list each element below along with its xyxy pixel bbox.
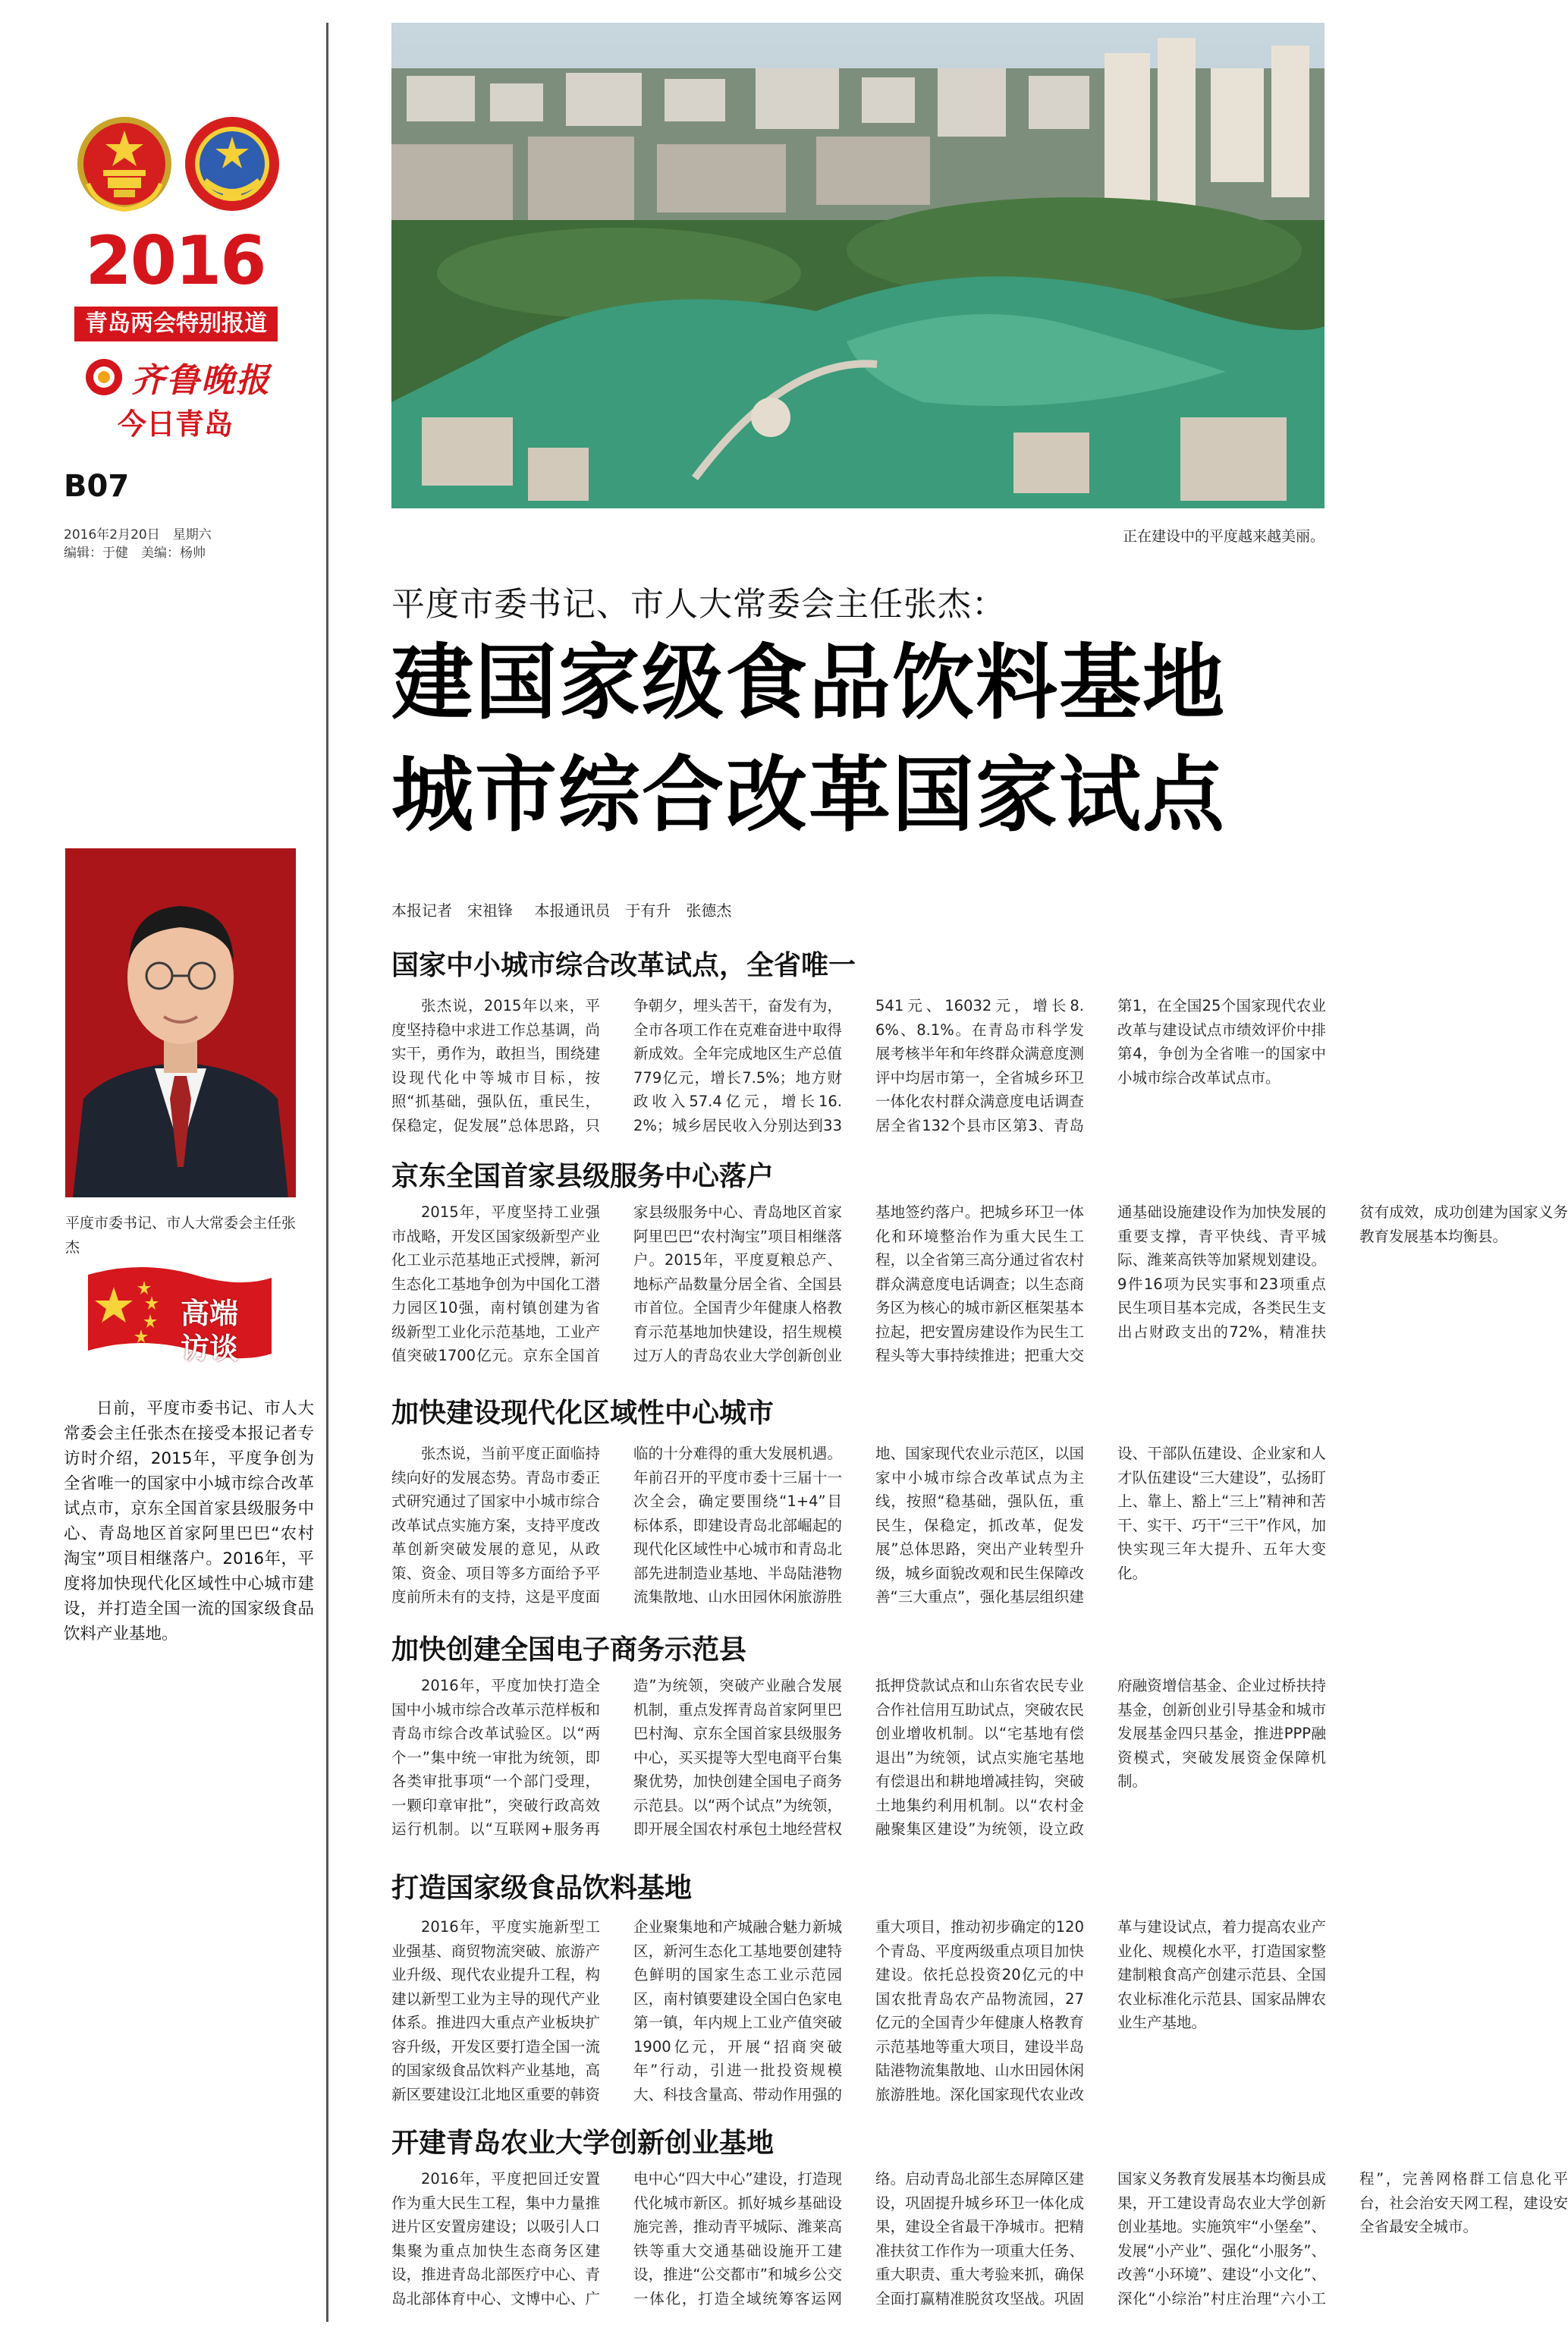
cppcc-emblem-icon [182,114,282,214]
intro-paragraph: 日前，平度市委书记、市人大常委会主任张杰在接受本报记者专访时介绍，2015年，平度争创为全省唯一的国家中小城市综合改革试点市，京东全国首家县级服务中心、青岛地区首家阿里巴巴“农村淘宝”项目相继落户。2016年，平度将加快现代化区域性中心城市建设，并打造全国一流的国家级食品饮料产业基地。 [64,1399,314,1644]
special-report-banner: 青岛两会特别报道 [74,307,278,341]
section-heading-5: 打造国家级食品饮料基地 [391,1873,693,1904]
headline-line-2: 城市综合改革国家试点 [391,748,1227,843]
section-name: 今日青岛 [117,407,233,441]
section-heading-3: 加快建设现代化区域性中心城市 [391,1398,775,1429]
portrait-caption: 平度市委书记、市人大常委会主任张杰 [65,1215,297,1256]
section-heading-1: 国家中小城市综合改革试点，全省唯一 [391,950,856,981]
byline-correspondent: 本报通讯员 于有升 张德杰 [534,901,732,920]
section-heading-4: 加快创建全国电子商务示范县 [391,1634,747,1666]
interviewee-portrait [65,848,296,1197]
issue-date: 2016年2月20日 星期六 [64,527,212,543]
column-divider [326,23,328,2322]
section-text-2: 2015年，平度坚持工业强市战略，开发区国家级新型产业化工业示范基地正式授牌，新河生态化工基地争创为中国化工潜力园区10强，南村镇创建为省级新型工业化示范基地，工业产值突破1700亿元。京东全国首家县级服务中心、青岛地区首家阿里巴巴“农村淘宝”项目相继落户。2015年，平度夏粮总产、地标产品数量分居全省、全国县市首位。全国青少年健康人格教育示范基地加快建设，招生规模过万人的青岛农业大学创新创业基地签约落户。把城乡环卫一体化和环境整治作为重大民生工程，以全省第三高分通过省农村群众满意度电话调查；以生态商务区为核心的城市新区框架基本拉起，把安置房建设作为民生工程头等大事持续推进；把重大交通基础设施建设作为加快发展的重要支撑，青平快线、青平城际、潍莱高铁等加紧规划建设。9件16项为民实事和23项重点民生项目基本完成，各类民生支出占财政支出的72%，精准扶贫有成效，成功创建为国家义务教育发展基本均衡县。 [391,1203,1568,1364]
section-body-2 [391,1200,1568,1382]
section-heading-6: 开建青岛农业大学创新创业基地 [391,2128,775,2159]
section-heading-2: 京东全国首家县级服务中心落户 [391,1161,775,1192]
report-year: 2016 [85,222,266,300]
section-body-6 [391,2167,1568,2326]
byline [391,898,1302,920]
section-text-5: 2016年，平度实施新型工业强基、商贸物流突破、旅游产业升级、现代农业提升工程，构建以新型工业为主导的现代产业体系。推进四大重点产业板块扩容升级，开发区要打造全国一流的国家级食品饮料产业基地，高新区要建设江北地区重要的韩资企业聚集地和产城融合魅力新城区，新河生态化工基地要创建特色鲜明的国家生态工业示范园区，南村镇要建设全国白色家电第一镇，年内规上工业产值突破1900亿元，开展“招商突破年”行动，引进一批投资规模大、科技含量高、带动作用强的重大项目，推动初步确定的120个青岛、平度两级重点项目加快建设。依托总投资20亿元的中国农批青岛农产品物流园，27亿元的全国青少年健康人格教育示范基地等重大项目，建设半岛陆港物流集散地、山水田园休闲旅游胜地。深化国家现代农业改革与建设试点，着力提高农业产业化、规模化水平，打造国家整建制粮食高产创建示范县、全国农业标准化示范县、国家品牌农业生产基地。 [391,1918,1326,2103]
newspaper-logo-icon [84,357,124,397]
national-emblem-icon [74,114,174,214]
hero-photo-caption: 正在建设中的平度越来越美丽。 [1122,528,1324,545]
section-body-4 [391,1674,1326,1856]
section-text-6: 2016年，平度把回迁安置作为重大民生工程，集中力量推进片区安置房建设；以吸引人口集聚为重点加快生态商务区建设，推进青岛北部医疗中心、青岛北部体育中心、文博中心、广电中心“四大中心”建设，打造现代化城市新区。抓好城乡基础设施完善，推动青平城际、潍莱高铁等重大交通基础设施开工建设，推进“公交都市”和城乡公交一体化，打造全域统筹客运网络。启动青岛北部生态屏障区建设，巩固提升城乡环卫一体化成果，建设全省最干净城市。把精准扶贫工作作为一项重大任务、重大职责、重大考验来抓，确保全面打赢精准脱贫攻坚战。巩固国家义务教育发展基本均衡县成果，开工建设青岛农业大学创新创业基地。实施筑牢“小堡垒”、发展“小产业”、强化“小服务”、改善“小环境”、建设“小文化”、深化“小综治”村庄治理“六小工程”，完善网格群工信息化平台，社会治安天网工程，建设安全省最安全城市。 [391,2170,1568,2307]
section-text-3: 张杰说，当前平度正面临持续向好的发展态势。青岛市委正式研究通过了国家中小城市综合改革试点实施方案，支持平度改革创新突破发展的意见，从政策、资金、项目等多方面给予平度前所未有的支持，这是平度面临的十分难得的重大发展机遇。年前召开的平度市委十三届十一次全会，确定要围绕“1+4”目标体系，即建设青岛北部崛起的现代化区域性中心城市和青岛北部先进制造业基地、半岛陆港物流集散地、山水田园休闲旅游胜地、国家现代农业示范区，以国家中小城市综合改革试点为主线，按照“稳基础，强队伍，重民生，保稳定，抓改革，促发展”总体思路，突出产业转型升级，城乡面貌改观和民生保障改善“三大重点”，强化基层组织建设、干部队伍建设、企业家和人才队伍建设“三大建设”，弘扬盯上、靠上、豁上“三上”精神和苦干、实干、巧干“三干”作风，加快实现三年大提升、五年大变化。 [391,1445,1326,1606]
headline-line-1: 建国家级食品饮料基地 [391,636,1227,731]
feature-tag-line2: 访谈 [180,1332,238,1365]
section-text-1: 张杰说，2015年以来，平度坚持稳中求进工作总基调，尚实干，勇作为，敢担当，围绕建设现代化中等城市目标，按照“抓基础，强队伍，重民生，保稳定，促发展”总体思路，只争朝夕，埋头苦干，奋发有为，全市各项工作在克难奋进中取得新成效。全年完成地区生产总值779亿元，增长7.5%；地方财政收入57.4亿元，增长16.2%；城乡居民收入分别达到33541元、16032元，增长8.6%、8.1%。在青岛市科学发展考核半年和年终群众满意度测评中均居市第一，全省城乡环卫一体化农村群众满意度电话调查居全省132个县市区第3、青岛第1，在全国25个国家现代农业改革与建设试点市绩效评价中排第4，争创为全省唯一的国家中小城市综合改革试点市。 [391,997,1326,1134]
feature-tag-label [156,1296,262,1366]
byline-reporter: 本报记者 宋祖锋 [391,901,513,920]
section-body-1 [391,994,1326,1146]
feature-tag-line1: 高端 [180,1297,238,1330]
headline-kicker: 平度市委书记、市人大常委会主任张杰： [391,585,1006,624]
section-text-4: 2016年，平度加快打造全国中小城市综合改革示范样板和青岛市综合改革试验区。以“两个一”集中统一审批为统领，即各类审批事项“一个部门受理，一颗印章审批”，突破行政高效运行机制。以“互联网+服务再造”为统领，突破产业融合发展机制，重点发挥青岛首家阿里巴巴村淘、京东全国首家县级服务中心，买买提等大型电商平台集聚优势，加快创建全国电子商务示范县。以“两个试点”为统领，即开展全国农村承包土地经营权抵押贷款试点和山东省农民专业合作社信用互助试点，突破农民创业增收机制。以“宅基地有偿退出”为统领，试点实施宅基地有偿退出和耕地增减挂钩，突破土地集约利用机制。以“农村金融聚集区建设”为统领，设立政府融资增信基金、企业过桥扶持基金，创新创业引导基金和城市发展基金四只基金，推进PPP融资模式，突破发展资金保障机制。 [391,1677,1326,1838]
newspaper-logo [76,355,279,399]
page-number: B07 [64,469,130,504]
editor-credits: 编辑：于健 美编：杨帅 [64,546,206,561]
newspaper-name: 齐鲁晚报 [131,361,271,400]
hero-photo [391,23,1324,508]
section-body-5 [391,1915,1326,2120]
section-body-3 [391,1442,1326,1624]
